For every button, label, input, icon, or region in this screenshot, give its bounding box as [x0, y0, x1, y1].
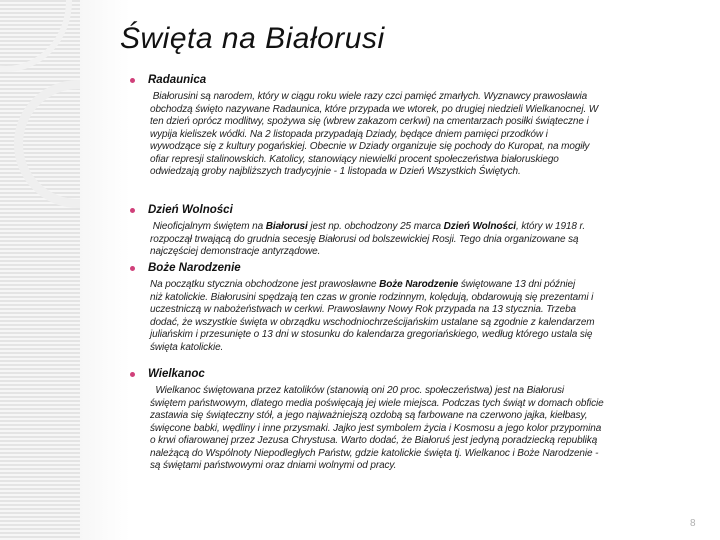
- text-line: [150, 116, 704, 129]
- text-segment: ofiar represji stalinowskich. Katolicy, stanowiący niewielki procent społeczeństwa białoruskiego: [150, 153, 559, 165]
- bold-text: Białorusi: [265, 221, 308, 232]
- section-body: [129, 385, 704, 473]
- section-heading: [129, 366, 704, 382]
- section-radaunica: [129, 72, 704, 179]
- text-segment: Na początku stycznia obchodzone jest prawosławne: [150, 279, 380, 290]
- text-segment: święta katolickie.: [150, 341, 224, 353]
- text-line: [150, 460, 704, 473]
- section-heading-text: Boże Narodzenie: [148, 262, 241, 274]
- text-segment: rozpoczął trwającą do grudnia secesję Białorusi od bolszewickiej Rosji. Tego dnia organizowane są: [150, 233, 579, 245]
- text-segment: ten dzień oprócz modlitwy, spożywa się (wbrew zakazom cerkwi) na cmentarzach posiłki świąteczne i: [150, 116, 589, 127]
- text-segment: są świętami państwowymi oraz dniami wolnymi od pracy.: [150, 460, 397, 471]
- text-line: [150, 292, 704, 305]
- text-segment: świętem państwowym, dlatego media poświęcają jej wiele miejsca. Podczas tych świąt w domach obficie: [150, 397, 604, 409]
- text-line: [150, 246, 704, 259]
- text-line: [150, 91, 704, 104]
- text-line: [150, 129, 704, 142]
- text-segment: wywodzące się z kultury pogańskiej. Obecnie w Dziady organizuje się pochody do Kuropat, na mogiły: [150, 141, 590, 152]
- page-number: 8: [690, 518, 696, 529]
- section-heading-text: Dzień Wolności: [148, 204, 233, 216]
- text-segment: wypija kieliszek wódki. Na 2 listopada przypadają Dziady, będące dniem pamięci przodków i: [150, 128, 548, 140]
- background-decoration: [0, 0, 80, 540]
- text-segment: najczęściej demonstracje antyrządowe.: [150, 246, 321, 257]
- text-line: [150, 104, 704, 117]
- text-segment: odwiedzają groby najbliższych tradycyjnie - 1 listopada w Dzień Wszystkich Świętych.: [150, 166, 521, 177]
- text-segment: uczestniczą w nabożeństwach w cerkwi. Prawosławny Nowy Rok przypada na 13 stycznia. Trzeba: [150, 304, 577, 315]
- bold-text: Dzień Wolności: [443, 221, 516, 232]
- text-segment: dodać, że wszystkie święta w obrządku wschodniochrześcijańskim ustalane są zgodnie z kalendarzem: [150, 316, 595, 328]
- bullet-icon: [130, 372, 135, 377]
- section-dzien-wolnosci: [129, 202, 704, 259]
- section-body: [129, 279, 704, 354]
- text-segment: Białorusini są narodem, który w ciągu roku wiele razy czci pamięć zmarłych. Wyznawcy prawosławia: [150, 91, 588, 102]
- bullet-icon: [130, 78, 135, 83]
- text-line: [150, 279, 704, 292]
- section-body: [129, 221, 704, 259]
- text-segment: świętowane 13 dni później: [458, 279, 576, 290]
- section-boze-narodzenie: [129, 260, 704, 354]
- section-heading: [129, 72, 704, 88]
- text-line: [150, 398, 704, 411]
- text-line: [150, 342, 704, 355]
- text-segment: święcone babki, wędliny i inne przysmaki. Jajko jest symbolem życia i Kosmosu a jego kolor przypomina: [150, 422, 602, 434]
- text-line: [150, 154, 704, 167]
- text-line: [150, 304, 704, 317]
- text-segment: Nieoficjalnym świętem na: [150, 221, 266, 232]
- text-line: [150, 166, 704, 179]
- section-heading: [129, 260, 704, 276]
- section-heading-text: Wielkanoc: [148, 368, 205, 380]
- text-segment: zastawia się świąteczny stół, a jego najważniejszą ozdobą są farbowane na czerwono jajka, kiełbasy,: [150, 410, 588, 421]
- section-heading: [129, 202, 704, 218]
- background-fade: [80, 0, 130, 540]
- bold-text: Boże Narodzenie: [379, 279, 459, 290]
- text-line: [150, 329, 704, 342]
- text-line: [150, 385, 704, 398]
- section-heading-text: Radaunica: [148, 74, 207, 86]
- text-segment: o krwi ofiarowanej przez Jezusa Chrystusa. Warto dodać, że Białoruś jest jedyną poradziecką republiką: [150, 435, 598, 446]
- text-line: [150, 410, 704, 423]
- decorative-ring: [14, 80, 80, 208]
- text-line: [150, 448, 704, 461]
- text-line: [150, 317, 704, 330]
- text-segment: juliańskim i przesunięte o 13 dni w stosunku do kalendarza gregoriańskiego, według którego ustala się: [150, 329, 593, 340]
- text-segment: Wielkanoc świętowana przez katolików (stanowią oni 20 proc. społeczeństwa) jest na Białorusi: [150, 385, 565, 396]
- section-body: [129, 91, 704, 179]
- text-segment: niż katolickie. Białorusini spędzają ten czas w gronie rodzinnym, kolędują, obdarowują się prezentami i: [150, 291, 594, 303]
- text-segment: jest np. obchodzony 25 marca: [307, 221, 444, 232]
- bullet-icon: [130, 266, 135, 271]
- text-segment: obchodzą święto nazywane Radaunica, które przypada we wtorek, po drugiej niedzieli Wielkanocnej. W: [150, 103, 599, 115]
- section-wielkanoc: [129, 366, 704, 473]
- slide-title: Święta na Białorusi: [120, 22, 385, 55]
- text-line: [150, 423, 704, 436]
- text-line: [150, 234, 704, 247]
- decorative-arc: [0, 0, 72, 72]
- text-line: [150, 435, 704, 448]
- bullet-icon: [130, 208, 135, 213]
- text-line: [150, 141, 704, 154]
- text-segment: , który w 1918 r.: [515, 221, 586, 232]
- text-line: [150, 221, 704, 234]
- text-segment: należącą do Wspólnoty Niepodległych Państw, gdzie katolickie święta tj. Wielkanoc i Boże Narodzenie -: [150, 447, 599, 459]
